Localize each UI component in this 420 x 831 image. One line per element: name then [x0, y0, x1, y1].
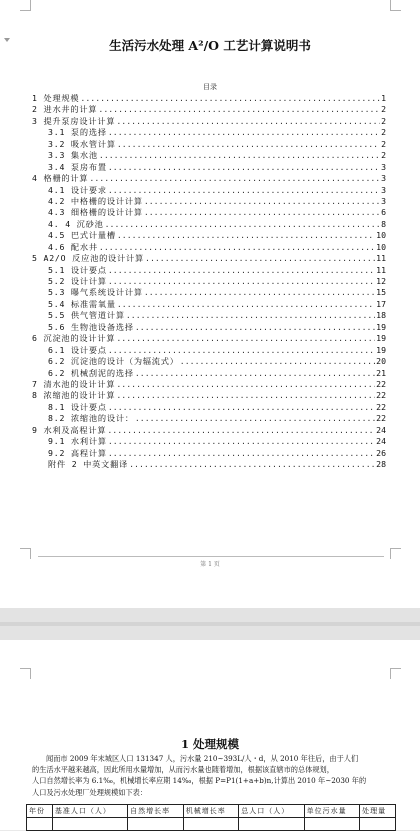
toc-leader-dots — [145, 253, 375, 264]
table-header-cell: 总人口（人） — [239, 805, 304, 818]
toc-entry-label: 6.1 设计要点 — [48, 344, 107, 355]
toc-entry[interactable] — [32, 185, 386, 196]
table-header-cell: 年份 — [27, 805, 53, 818]
toc-entry-label: 2 进水井的计算 — [32, 104, 98, 115]
toc-entry-label: 9.1 水利计算 — [48, 436, 107, 447]
toc-entry[interactable] — [32, 104, 386, 115]
toc-leader-dots — [99, 242, 375, 253]
toc-leader-dots — [144, 287, 375, 298]
document-page-2 — [0, 640, 420, 830]
crop-mark — [20, 668, 31, 679]
toc-entry-page: 19 — [376, 333, 386, 344]
toc-leader-dots — [180, 356, 375, 367]
toc-entry-label: 5.3 曝气系统设计计算 — [48, 287, 143, 298]
toc-entry-label: 4.1 设计要求 — [48, 184, 107, 195]
toc-entry[interactable] — [32, 448, 386, 459]
toc-entry[interactable] — [32, 333, 386, 344]
section-title: 1 处理规模 — [180, 737, 239, 751]
toc-entry[interactable] — [32, 345, 386, 356]
toc-entry-label: 8 浓缩池的设计计算 — [32, 390, 116, 401]
table-header-cell: 处理量 — [360, 805, 396, 818]
toc-leader-dots — [135, 368, 375, 379]
toc-entry-label: 4.2 中格栅的设计计算 — [48, 195, 143, 206]
toc-leader-dots — [116, 333, 375, 344]
toc-leader-dots — [135, 413, 375, 424]
toc-entry[interactable] — [32, 299, 386, 310]
toc-entry-page: 3 — [381, 195, 386, 206]
toc-entry-label: 4. 4 沉砂池 — [48, 218, 104, 229]
body-paragraph — [32, 753, 386, 798]
toc-leader-dots — [129, 459, 375, 470]
toc-entry[interactable] — [32, 425, 386, 436]
table-header-row — [27, 805, 396, 818]
toc-leader-dots — [108, 436, 375, 447]
toc-entry-label: 5.1 设计要点 — [48, 264, 107, 275]
toc-entry-label: 7 清水池的设计计算 — [32, 378, 116, 389]
toc-entry-page: 22 — [376, 401, 386, 412]
crop-mark — [20, 548, 31, 559]
toc-leader-dots — [117, 299, 375, 310]
toc-leader-dots — [108, 276, 375, 287]
paragraph-line: 人口自然增长率为 6.1‰，机械增长率应期 14‰，根据 P=P1(1+a+b)n,计算出 2010 年~2030 年的 — [32, 776, 367, 786]
toc-leader-dots — [108, 402, 375, 413]
toc-entry-page: 6 — [381, 207, 386, 218]
toc-heading: 目录 — [203, 83, 217, 91]
toc-entry-page: 10 — [376, 230, 386, 241]
toc-entry-page: 19 — [376, 344, 386, 355]
footer-rule — [38, 556, 384, 557]
table-cell — [239, 818, 304, 831]
toc-leader-dots — [105, 219, 380, 230]
toc-entry-page: 10 — [376, 241, 386, 252]
toc-entry-page: 19 — [376, 321, 386, 332]
toc-entry-label: 3.1 泵的选择 — [48, 127, 107, 138]
table-header-cell: 单位污水量 — [304, 805, 360, 818]
toc-entry[interactable] — [32, 356, 386, 367]
document-title: 生活污水处理 A²/O 工艺计算说明书 — [109, 38, 311, 53]
table-row — [27, 818, 396, 831]
population-table — [26, 804, 396, 831]
toc-entry-page: 2 — [381, 104, 386, 115]
toc-entry-label: 5.5 供气管道计算 — [48, 310, 125, 321]
toc-entry-page: 3 — [381, 161, 386, 172]
toc-entry[interactable] — [32, 253, 386, 264]
table-cell — [360, 818, 396, 831]
toc-entry[interactable] — [32, 413, 386, 424]
crop-mark — [390, 0, 401, 11]
toc-entry[interactable] — [32, 219, 386, 230]
table-cell — [183, 818, 239, 831]
toc-entry-page: 17 — [376, 298, 386, 309]
toc-leader-dots — [116, 116, 380, 127]
toc-leader-dots — [108, 345, 375, 356]
table-cell — [52, 818, 127, 831]
toc-entry-page: 3 — [381, 173, 386, 184]
toc-entry-page: 20 — [376, 356, 386, 367]
toc-entry-page: 12 — [376, 276, 386, 286]
toc-entry-page: 24 — [376, 424, 386, 435]
toc-entry[interactable] — [32, 368, 386, 379]
toc-entry[interactable] — [32, 150, 386, 161]
toc-entry-label: 4.5 巴式计量槽 — [48, 230, 116, 241]
toc-entry-label: 5.4 标准需氧量 — [48, 298, 116, 309]
toc-leader-dots — [108, 448, 375, 459]
toc-entry-label: 3.2 吸水管计算 — [48, 138, 116, 149]
toc-leader-dots — [135, 322, 375, 333]
toc-leader-dots — [116, 390, 375, 401]
table-header-cell: 基准人口（人） — [52, 805, 127, 818]
toc-entry[interactable] — [32, 230, 386, 241]
toc-leader-dots — [116, 379, 375, 390]
toc-entry-page: 22 — [376, 390, 386, 401]
toc-leader-dots — [108, 162, 380, 173]
toc-entry-page: 2 — [381, 127, 386, 138]
toc-entry-label: 6.2 沉淀池的设计（为辐流式） — [48, 356, 179, 367]
toc-entry[interactable] — [32, 207, 386, 218]
table-of-contents — [32, 93, 386, 470]
toc-entry-page: 2 — [381, 150, 386, 161]
table-cell — [27, 818, 53, 831]
toc-entry[interactable] — [32, 287, 386, 298]
toc-entry-page: 2 — [381, 115, 386, 126]
paragraph-line: 的生活水平越来越高，因此所用水量增加，从而污水量也随着增加，根据该直辖市的总体规划， — [32, 765, 334, 775]
table-header-cell: 自然增长率 — [128, 805, 184, 818]
page-gap — [0, 608, 420, 640]
toc-entry[interactable] — [32, 379, 386, 390]
toc-entry-page: 11 — [376, 253, 386, 264]
toc-entry-page: 24 — [376, 436, 386, 447]
toc-entry-label: 5.6 生物池设备选择 — [48, 321, 134, 332]
toc-entry[interactable] — [32, 93, 386, 104]
toc-entry-label: 8.2 浓缩池的设计： — [48, 413, 134, 424]
toc-entry[interactable] — [32, 402, 386, 413]
toc-entry-label: 8.1 设计要点 — [48, 401, 107, 412]
toc-entry-page: 26 — [376, 447, 386, 458]
toc-entry[interactable] — [32, 242, 386, 253]
toc-entry[interactable] — [32, 265, 386, 276]
toc-entry-label: 附件 2 中英文翻译 — [48, 459, 129, 469]
toc-entry-label: 1 处理规模 — [32, 93, 80, 103]
toc-leader-dots — [107, 425, 375, 436]
crop-mark — [390, 668, 401, 679]
toc-leader-dots — [108, 127, 380, 138]
toc-entry-label: 6 沉淀池的设计计算 — [32, 333, 116, 344]
toc-entry-page: 22 — [376, 413, 386, 424]
toc-entry-page: 1 — [381, 93, 386, 103]
toc-leader-dots — [144, 207, 380, 218]
toc-leader-dots — [80, 93, 380, 104]
toc-entry-label: 3.3 集水池 — [48, 150, 98, 161]
toc-entry[interactable] — [32, 162, 386, 173]
toc-entry[interactable] — [32, 139, 386, 150]
toc-entry[interactable] — [32, 196, 386, 207]
toc-leader-dots — [99, 150, 380, 161]
toc-entry[interactable] — [32, 390, 386, 401]
toc-leader-dots — [108, 265, 375, 276]
toc-entry-label: 3 提升泵房设计计算 — [32, 115, 116, 126]
toc-entry-label: 3.4 泵房布置 — [48, 161, 107, 172]
toc-leader-dots — [117, 230, 375, 241]
toc-entry-label: 5.2 设计计算 — [48, 276, 107, 286]
paragraph-line: 人口及污水处理厂处理规模如下表： — [32, 787, 148, 797]
toc-entry[interactable] — [32, 276, 386, 287]
table-cell — [304, 818, 360, 831]
toc-entry-page: 21 — [376, 367, 386, 378]
toc-entry-label: 4.6 配水井 — [48, 241, 98, 252]
toc-entry-page: 18 — [376, 310, 386, 321]
toc-entry-label: 9 水利及高程计算 — [32, 424, 107, 435]
toc-entry[interactable] — [32, 127, 386, 138]
toc-entry-label: 6.2 机械刮泥的选择 — [48, 367, 134, 378]
toc-entry-label: 9.2 高程计算 — [48, 447, 107, 458]
toc-leader-dots — [108, 185, 380, 196]
toc-entry-page: 3 — [381, 184, 386, 195]
table-header-cell: 机械增长率 — [183, 805, 239, 818]
toc-entry-page: 28 — [376, 459, 386, 469]
toc-leader-dots — [89, 173, 380, 184]
toc-leader-dots — [144, 196, 380, 207]
toc-entry[interactable] — [32, 436, 386, 447]
toc-entry-label: 4 格栅的计算 — [32, 173, 89, 184]
toc-entry-label: 5 A2/O 反应池的设计计算 — [32, 253, 145, 264]
crop-mark — [20, 0, 31, 11]
toc-entry-page: 22 — [376, 378, 386, 389]
page-number: 第 1 页 — [200, 561, 220, 568]
toc-entry-page: 2 — [381, 138, 386, 149]
toc-entry[interactable] — [32, 310, 386, 321]
toc-entry-page: 8 — [381, 218, 386, 229]
toc-leader-dots — [126, 310, 375, 321]
toc-leader-dots — [98, 104, 380, 115]
crop-mark — [390, 548, 401, 559]
toc-entry[interactable] — [32, 322, 386, 333]
toc-entry-page: 15 — [376, 287, 386, 298]
toc-entry[interactable] — [32, 173, 386, 184]
toc-entry[interactable] — [32, 116, 386, 127]
toc-entry[interactable] — [32, 459, 386, 470]
toc-leader-dots — [117, 139, 380, 150]
table-cell — [128, 818, 184, 831]
toc-entry-label: 4.3 细格栅的设计计算 — [48, 207, 143, 218]
paragraph-line: 闻而市 2009 年末城区人口 131347 人，污水量 210~393L/人・d，从 2010 年往后，由于人们 — [46, 754, 359, 763]
toc-entry-page: 11 — [376, 264, 386, 275]
